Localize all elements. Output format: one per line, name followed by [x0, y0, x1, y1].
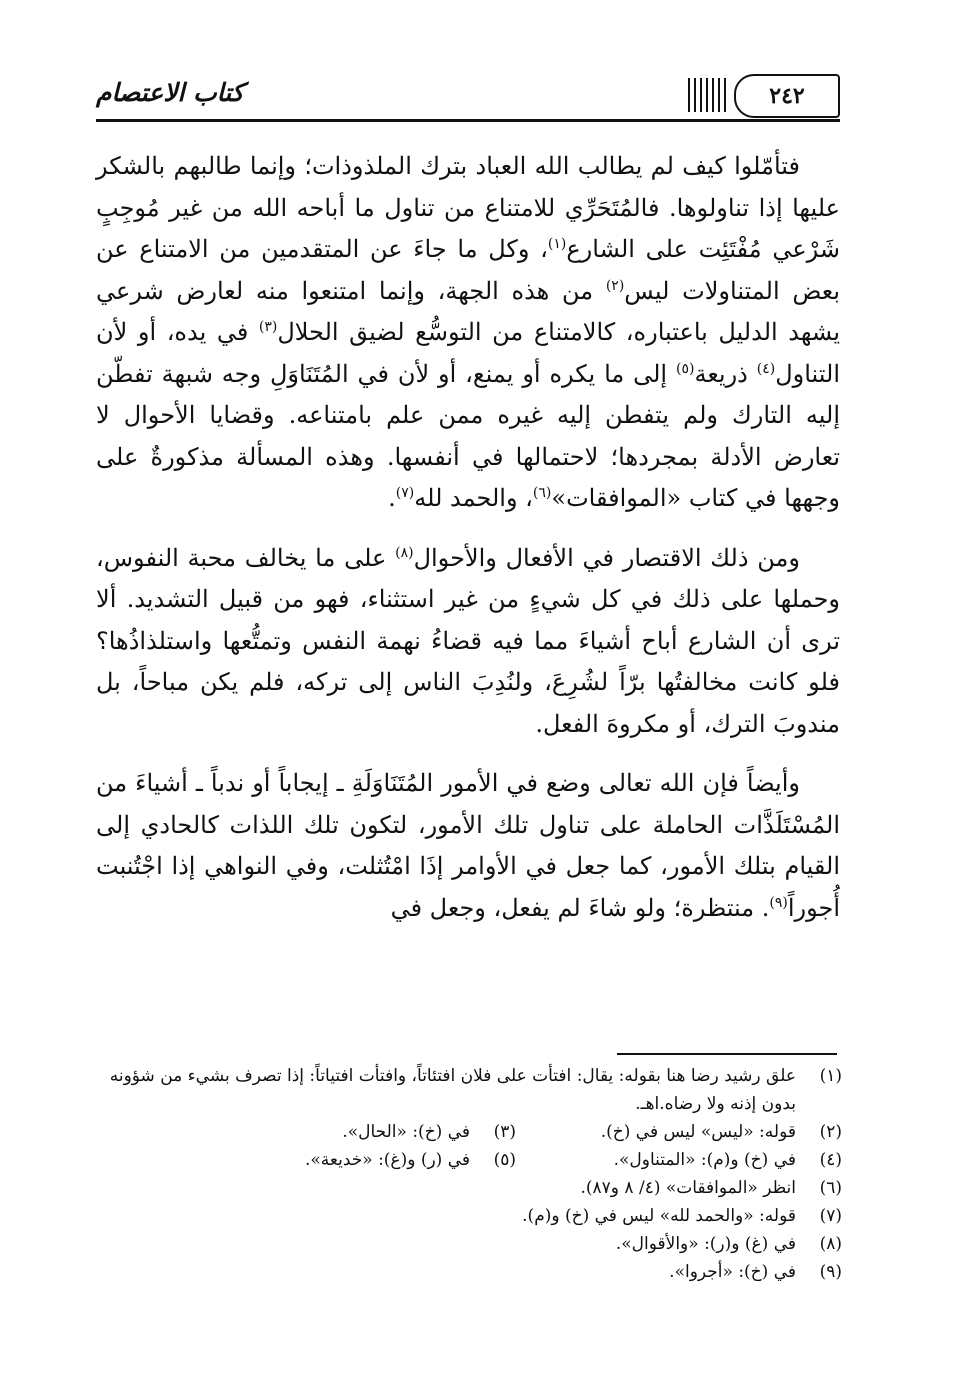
footnote-marker: (٧) [395, 485, 415, 501]
paragraph [96, 538, 840, 746]
text-run: فتأمّلوا كيف لم يطالب الله العباد بترك الملذوذات؛ وإنما طالبهم بالشكر عليها إذا تناولوها. فالمُتَحَرِّي للامتناع من تناول ما أباحه الله من غير مُوجِبٍ شَرْعي مُفْتَئِت على الشارع [96, 152, 841, 263]
footnote-marker: (٨) [395, 544, 414, 561]
footnote-7 [96, 1202, 842, 1230]
footnote-1 [96, 1062, 842, 1118]
footnote-4-5 [96, 1146, 842, 1174]
text-run: . منتظرة؛ ولو شاءَ لم يفعل، وجعل في [390, 893, 770, 922]
footnote-text: قوله: «ليس» ليس في (خ). [600, 1122, 796, 1142]
text-run: في يده، أو لأن التناول [96, 318, 841, 388]
text-run: من هذه الجهة، وإنما امتنعوا منه لعارض شرعي يشهد الدليل باعتباره، كالامتناع من التوسُّع لضيق الحلال [96, 276, 840, 346]
footnote-6 [96, 1174, 842, 1202]
text-run: إلى ما يكره أو يمنع، أو لأن في المُتَنَاوَلِ وجه شبهة تفطّن إليه التارك ولم يتفطن إليه غيره ممن علم بامتناعه. وقضايا الأحوال لا تعارض الأدلة بمجردها؛ لاحتمالها في أنفسها. وهذه المسألة مذكورةٌ على وجهها في كتاب «الموافقات» [96, 359, 840, 512]
footnote-separator [617, 1053, 837, 1055]
footnote-8 [96, 1230, 842, 1258]
footnote-text: علق رشيد رضا هنا بقوله: يقال: افتأت على فلان افتئاتاً، وافتأت افتياتاً: إذا تصرف بشيء من شؤونه بدون إذنه ولا رضاه.اهـ. [109, 1066, 796, 1114]
footnote-number: (٣) [493, 1122, 516, 1142]
footnote-2-3 [96, 1118, 842, 1146]
footnote-text: في (خ): «أجروا». [669, 1262, 796, 1282]
footnote-number: (٩) [819, 1262, 842, 1282]
footnote-text: في (غ) و(ر): «والأقوال». [615, 1234, 796, 1254]
text-run: على ما يخالف محبة النفوس، وحملها على ذلك في كل شيءٍ من غير استثناء، فهو من قبيل التشديد. ألا ترى أن الشارع أباح أشياءَ مما فيه قضاءُ نهمة النفس وتمتُّعها واستلذاذُها؟ فلو كانت مخالفتُها برّاً لشُرِعَ، ولنُدِبَ الناس إلى تركه، فلم يكن مباحاً، بل مندوبَ الترك، أو مكروهَ الفعل. [96, 543, 840, 738]
footnote-text: في (خ) و(م): «المتناول». [613, 1150, 796, 1170]
footnote-marker: (٢) [605, 277, 625, 294]
footnote-text: انظر «الموافقات» (٤/ ٨ و٨٧). [580, 1178, 796, 1198]
paragraph [96, 763, 840, 929]
text-run: ، وكل ما جاءَ عن المتقدمين من الامتناع عن بعض المتناولات ليس [96, 235, 841, 305]
footnote-marker: (٥) [675, 360, 695, 377]
text-run: ومن ذلك الاقتصار في الأفعال والأحوال [413, 543, 800, 572]
paragraph [96, 146, 840, 520]
footnote-text: في (ر) و(غ): «خديعة». [304, 1150, 470, 1170]
text-run: . [388, 484, 396, 512]
page-number: ٢٤٢ [734, 74, 840, 118]
footnote-number: (١) [819, 1066, 842, 1086]
footnote-number: (٦) [819, 1178, 842, 1198]
footnote-number: (٢) [819, 1122, 842, 1142]
footnote-9 [96, 1258, 842, 1286]
footnote-number: (٧) [819, 1206, 842, 1226]
footnote-marker: (٩) [769, 894, 788, 911]
footnote-marker: (٤) [756, 360, 776, 377]
text-run: ، والحمد لله [414, 484, 533, 512]
header-rule [96, 119, 840, 122]
footnote-number: (٥) [493, 1150, 516, 1170]
footnote-text: قوله: «والحمد لله» ليس في (خ) و(م). [522, 1206, 796, 1226]
footnote-marker: (٣) [258, 319, 278, 335]
footnote-marker: (٦) [532, 485, 552, 501]
footnote-marker: (١) [547, 236, 567, 252]
text-run: ذريعة [694, 359, 757, 388]
footnote-number: (٤) [819, 1150, 842, 1170]
text-run: وأيضاً فإن الله تعالى وضع في الأمور المُتَنَاوَلَةِ ـ إيجاباً أو ندباً ـ أشياءَ من المُسْتَلَذَّات الحاملة على تناول تلك الأمور، لتكون تلك اللذات كالحادي إلى القيام بتلك الأمور، كما جعل في الأوامر إذَا امْتُثلت، وفي النواهي إذا اجْتُنبت أُجوراً [96, 769, 840, 922]
page-header [96, 70, 840, 122]
footnote-text: في (خ): «الحال». [342, 1122, 470, 1142]
footnotes [96, 1062, 842, 1286]
running-title: كتاب الاعتصام [96, 78, 244, 107]
footnote-number: (٨) [819, 1234, 842, 1254]
header-ornament [688, 78, 730, 112]
main-text [96, 146, 840, 929]
